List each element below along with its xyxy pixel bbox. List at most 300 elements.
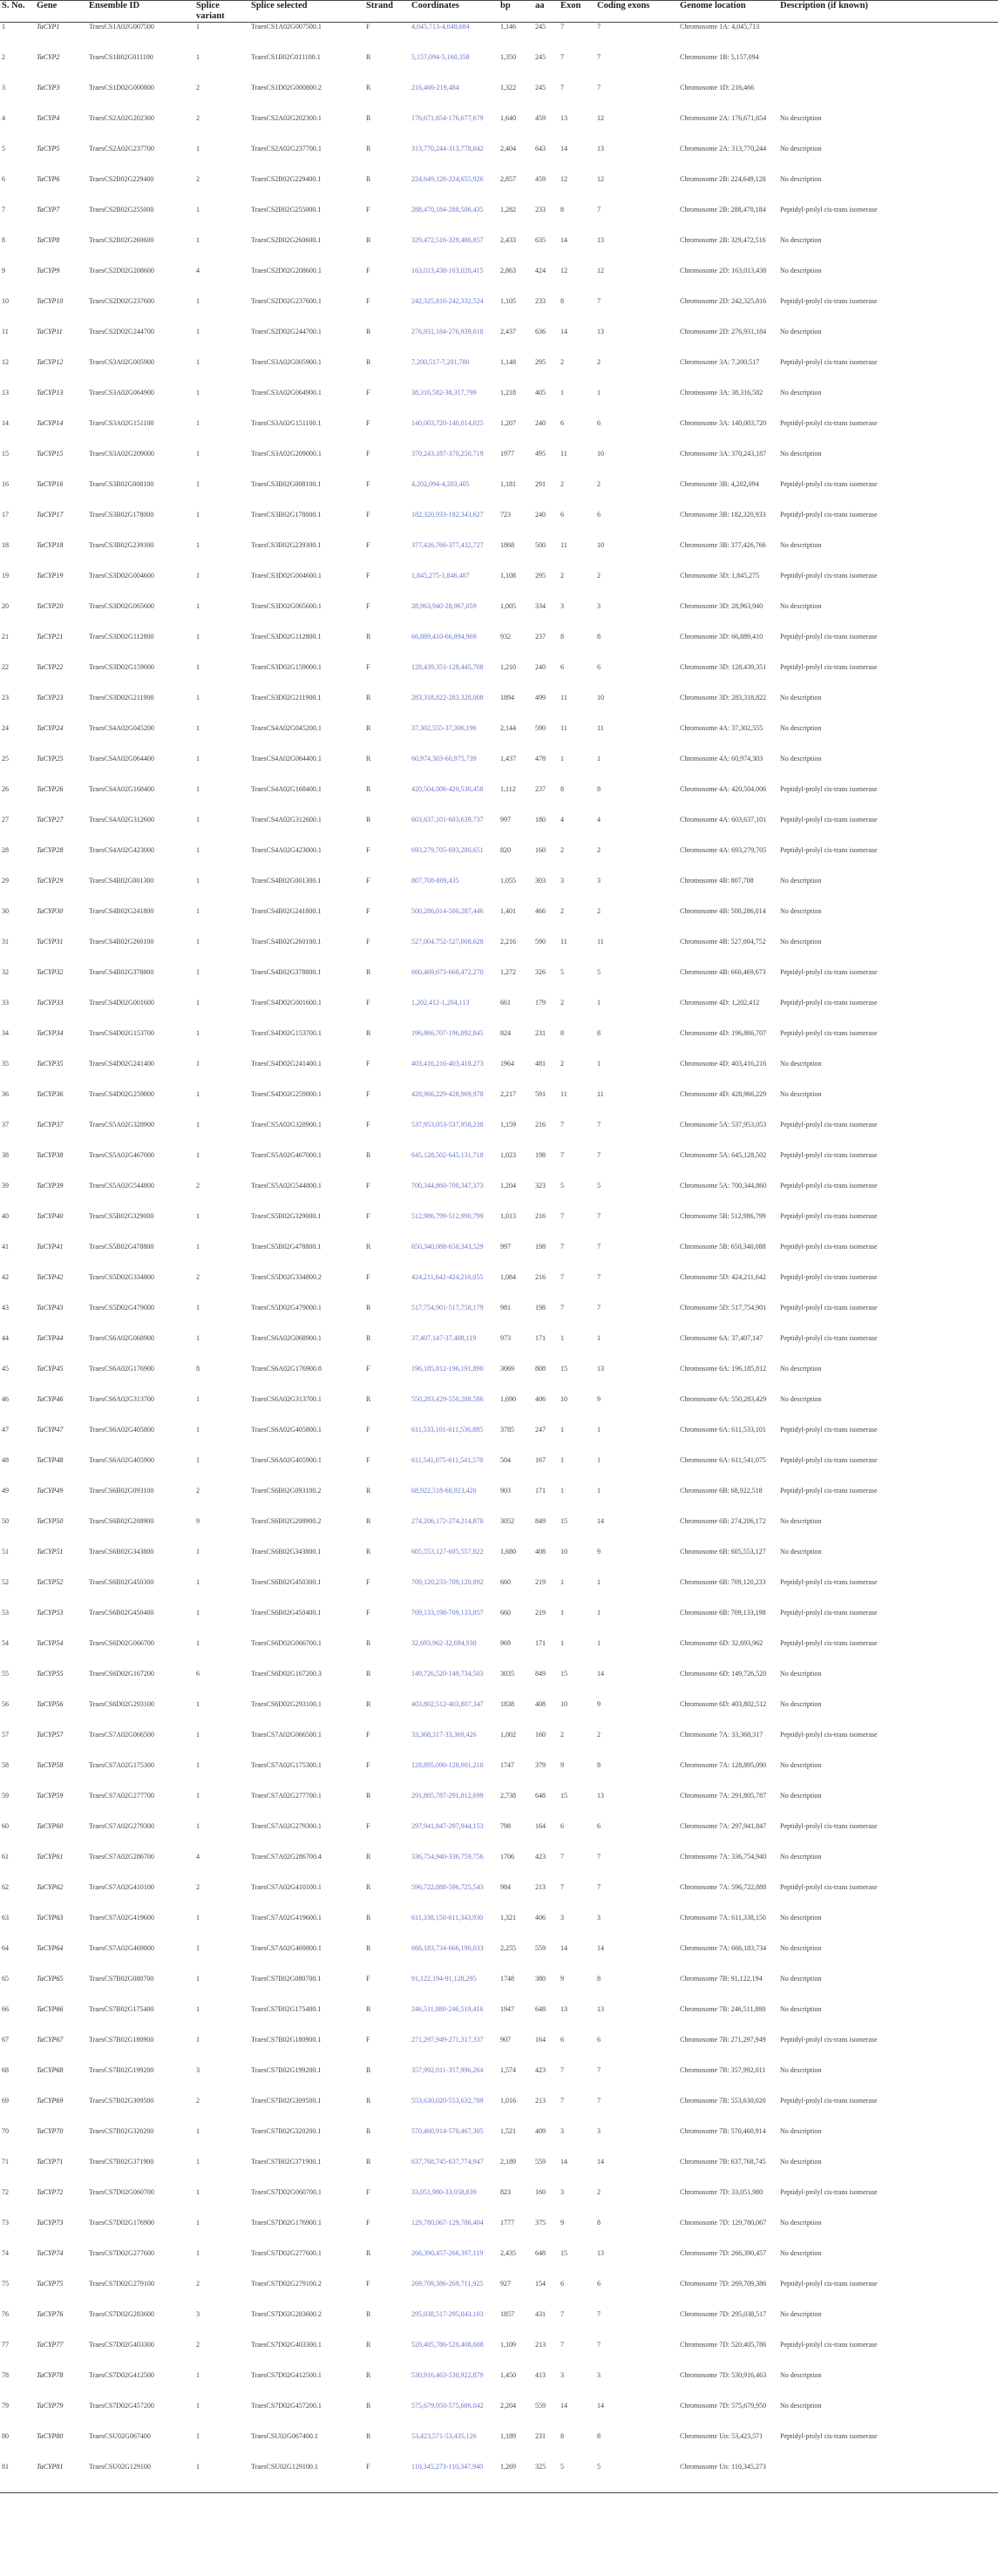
cell-strand: F bbox=[366, 388, 370, 397]
table-row bbox=[0, 1365, 998, 1395]
cell-ensemble-id: TraesCS4A02G312600 bbox=[89, 815, 154, 824]
cell-sno: 22 bbox=[2, 662, 9, 671]
cell-aa: 231 bbox=[535, 1028, 546, 1037]
cell-gene: TaCYP13 bbox=[37, 388, 64, 397]
cell-sno: 58 bbox=[2, 1760, 9, 1769]
cell-genome-location: Chromosome 7A: 33,368,317 bbox=[680, 1730, 764, 1739]
cell-description: Peptidyl-prolyl cis-trans isomerase bbox=[780, 1882, 878, 1891]
cell-aa: 408 bbox=[535, 1699, 546, 1708]
cell-ensemble-id: TraesCS5B02G478800 bbox=[89, 1242, 154, 1251]
cell-bp: 1,321 bbox=[500, 1913, 516, 1922]
cell-splice-variant: 2 bbox=[196, 1181, 200, 1190]
cell-aa: 559 bbox=[535, 2401, 546, 2410]
cell-bp: 1868 bbox=[500, 540, 514, 549]
cell-description: No description bbox=[780, 1059, 822, 1068]
cell-genome-location: Chromosome 5A: 700,344,860 bbox=[680, 1181, 767, 1190]
cell-ensemble-id: TraesCS5D02G479000 bbox=[89, 1303, 154, 1312]
table-row bbox=[0, 2036, 998, 2066]
cell-coordinates: 128,439,351-128,445,708 bbox=[411, 662, 484, 671]
cell-ensemble-id: TraesCS4B02G241800 bbox=[89, 906, 154, 915]
cell-genome-location: Chromosome 1A: 4,045,713 bbox=[680, 23, 760, 31]
cell-coordinates: 196,866,707-196,892,845 bbox=[411, 1028, 484, 1037]
cell-ensemble-id: TraesCS2D02G237600 bbox=[89, 296, 154, 305]
cell-gene: TaCYP32 bbox=[37, 967, 64, 976]
cell-coding-exons: 8 bbox=[597, 632, 601, 641]
cell-ensemble-id: TraesCS6B02G450300 bbox=[89, 1577, 154, 1586]
cell-coordinates: 288,470,184-288,506,435 bbox=[411, 205, 484, 214]
cell-coordinates: 91,122,194-91,128,295 bbox=[411, 1974, 477, 1983]
cell-aa: 559 bbox=[535, 2157, 546, 2166]
cell-splice-selected: TraesCS7B02G080700.1 bbox=[251, 1974, 322, 1983]
cell-sno: 61 bbox=[2, 1852, 9, 1861]
cell-exon: 7 bbox=[560, 1150, 564, 1159]
cell-splice-variant: 1 bbox=[196, 2218, 200, 2227]
cell-splice-selected: TraesCS6D02G167200.3 bbox=[251, 1669, 322, 1678]
cell-coordinates: 196,185,812-196,191,890 bbox=[411, 1364, 484, 1373]
header-description: Description (if known) bbox=[778, 1, 998, 23]
cell-coding-exons: 2 bbox=[597, 1730, 601, 1739]
cell-exon: 7 bbox=[560, 1211, 564, 1220]
cell-ensemble-id: TraesCS6D02G066700 bbox=[89, 1638, 154, 1647]
cell-exon: 15 bbox=[560, 1791, 567, 1800]
cell-ensemble-id: TraesCS7D02G403300 bbox=[89, 2340, 154, 2349]
cell-coding-exons: 3 bbox=[597, 601, 601, 610]
cell-bp: 2,189 bbox=[500, 2157, 516, 2166]
cell-ensemble-id: TraesCS1A02G007500 bbox=[89, 23, 154, 31]
cell-bp: 2,217 bbox=[500, 1089, 516, 1098]
cell-sno: 70 bbox=[2, 2126, 9, 2135]
cell-coordinates: 53,423,571-53,435,126 bbox=[411, 2431, 477, 2440]
cell-genome-location: Chromosome 5D: 424,211,642 bbox=[680, 1272, 766, 1281]
cell-genome-location: Chromosome 2D: 242,325,816 bbox=[680, 296, 767, 305]
cell-splice-variant: 1 bbox=[196, 1455, 200, 1464]
cell-genome-location: Chromosome 1D: 216,466 bbox=[680, 83, 755, 92]
cell-coordinates: 517,754,901-517,758,179 bbox=[411, 1303, 484, 1312]
cell-bp: 2,144 bbox=[500, 723, 516, 732]
header-aa: aa bbox=[533, 1, 559, 23]
cell-gene: TaCYP41 bbox=[37, 1242, 64, 1251]
cell-genome-location: Chromosome 5B: 512,986,799 bbox=[680, 1211, 766, 1220]
cell-splice-selected: TraesCS4D02G241400.1 bbox=[251, 1059, 322, 1068]
cell-gene: TaCYP18 bbox=[37, 540, 64, 549]
header-gene: Gene bbox=[35, 1, 87, 23]
cell-ensemble-id: TraesCS3B02G008100 bbox=[89, 479, 154, 488]
cell-coding-exons: 14 bbox=[597, 2157, 604, 2166]
cell-splice-selected: TraesCS7A02G469800.1 bbox=[251, 1943, 322, 1952]
cell-aa: 326 bbox=[535, 967, 546, 976]
cell-coordinates: 313,770,244-313,778,042 bbox=[411, 144, 484, 153]
cell-splice-selected: TraesCS6A02G405800.1 bbox=[251, 1425, 322, 1434]
cell-splice-variant: 1 bbox=[196, 723, 200, 732]
table-row bbox=[0, 877, 998, 907]
cell-sno: 20 bbox=[2, 601, 9, 610]
cell-strand: R bbox=[366, 2157, 371, 2166]
cell-coding-exons: 6 bbox=[597, 1821, 601, 1830]
cell-ensemble-id: TraesCS7B02G175400 bbox=[89, 2004, 154, 2013]
table-row bbox=[0, 1731, 998, 1761]
cell-splice-selected: TraesCS4B02G241800.1 bbox=[251, 906, 322, 915]
cell-strand: R bbox=[366, 632, 371, 641]
cell-ensemble-id: TraesCS5A02G328900 bbox=[89, 1120, 154, 1129]
cell-coding-exons: 12 bbox=[597, 113, 604, 122]
cell-gene: TaCYP25 bbox=[37, 754, 64, 763]
cell-sno: 66 bbox=[2, 2004, 9, 2013]
cell-coding-exons: 11 bbox=[597, 1089, 604, 1098]
table-row bbox=[0, 694, 998, 724]
cell-bp: 1748 bbox=[500, 1974, 514, 1983]
cell-sno: 51 bbox=[2, 1547, 9, 1556]
cell-gene: TaCYP71 bbox=[37, 2157, 64, 2166]
cell-sno: 56 bbox=[2, 1699, 9, 1708]
cell-coordinates: 611,338,150-611,343,930 bbox=[411, 1913, 484, 1922]
cell-genome-location: Chromosome 7D: 575,679,950 bbox=[680, 2401, 767, 2410]
cell-splice-selected: TraesCS7D02G457200.1 bbox=[251, 2401, 322, 2410]
cell-coordinates: 38,316,582-38,317,799 bbox=[411, 388, 477, 397]
cell-splice-variant: 1 bbox=[196, 1608, 200, 1617]
cell-sno: 25 bbox=[2, 754, 9, 763]
cell-gene: TaCYP6 bbox=[37, 174, 60, 183]
cell-aa: 591 bbox=[535, 1089, 546, 1098]
table-row bbox=[0, 53, 998, 84]
cell-bp: 1,450 bbox=[500, 2370, 516, 2379]
cell-coordinates: 295,038,517-295,043,103 bbox=[411, 2309, 484, 2318]
cell-genome-location: Chromosome 7D: 129,780,067 bbox=[680, 2218, 767, 2227]
cell-exon: 9 bbox=[560, 2218, 564, 2227]
cell-coordinates: 660,469,673-660,472,270 bbox=[411, 967, 484, 976]
cell-sno: 28 bbox=[2, 845, 9, 854]
cell-aa: 198 bbox=[535, 1150, 546, 1159]
cell-sno: 74 bbox=[2, 2248, 9, 2257]
cell-exon: 11 bbox=[560, 449, 567, 458]
cell-bp: 1777 bbox=[500, 2218, 514, 2227]
cell-exon: 3 bbox=[560, 601, 564, 610]
table-row bbox=[0, 1548, 998, 1578]
cell-splice-variant: 1 bbox=[196, 1791, 200, 1800]
cell-description bbox=[778, 53, 998, 84]
cell-genome-location: Chromosome 7D: 33,051,980 bbox=[680, 2187, 764, 2196]
cell-description: No description bbox=[780, 1852, 822, 1861]
cell-aa: 424 bbox=[535, 266, 546, 275]
cell-genome-location: Chromosome 2A: 313,770,244 bbox=[680, 144, 767, 153]
cell-splice-variant: 1 bbox=[196, 906, 200, 915]
cell-exon: 14 bbox=[560, 2157, 567, 2166]
cell-description: Peptidyl-prolyl cis-trans isomerase bbox=[780, 2035, 878, 2044]
cell-sno: 77 bbox=[2, 2340, 9, 2349]
cell-splice-variant: 8 bbox=[196, 1364, 200, 1373]
cell-splice-selected: TraesCS5B02G329000.1 bbox=[251, 1211, 322, 1220]
cell-bp: 2,738 bbox=[500, 1791, 516, 1800]
cell-genome-location: Chromosome 6B: 605,553,127 bbox=[680, 1547, 766, 1556]
cell-sno: 57 bbox=[2, 1730, 9, 1739]
cell-splice-selected: TraesCS3D02G065600.1 bbox=[251, 601, 322, 610]
cell-coding-exons: 3 bbox=[597, 876, 601, 885]
cell-ensemble-id: TraesCS2B02G229400 bbox=[89, 174, 154, 183]
cell-coding-exons: 14 bbox=[597, 1516, 604, 1525]
table-row bbox=[0, 2280, 998, 2310]
cell-splice-variant: 1 bbox=[196, 52, 200, 61]
cell-description: Peptidyl-prolyl cis-trans isomerase bbox=[780, 1333, 878, 1342]
cell-aa: 291 bbox=[535, 479, 546, 488]
cell-strand: R bbox=[366, 2096, 371, 2105]
cell-splice-variant: 1 bbox=[196, 327, 200, 336]
cell-gene: TaCYP19 bbox=[37, 571, 64, 580]
header-genome-location: Genome location bbox=[678, 1, 778, 23]
cell-ensemble-id: TraesCS3D02G112800 bbox=[89, 632, 154, 641]
cell-bp: 932 bbox=[500, 632, 511, 641]
cell-splice-variant: 1 bbox=[196, 571, 200, 580]
cell-coding-exons: 6 bbox=[597, 510, 601, 519]
cell-coding-exons: 1 bbox=[597, 1486, 601, 1495]
cell-coding-exons: 13 bbox=[597, 235, 604, 244]
cell-bp: 1747 bbox=[500, 1760, 514, 1769]
cell-coordinates: 709,120,233-709,120,892 bbox=[411, 1577, 484, 1586]
table-row bbox=[0, 175, 998, 206]
cell-exon: 1 bbox=[560, 1333, 564, 1342]
cell-sno: 60 bbox=[2, 1821, 9, 1830]
cell-sno: 29 bbox=[2, 876, 9, 885]
cell-description: No description bbox=[780, 1760, 822, 1769]
cell-exon: 11 bbox=[560, 723, 567, 732]
cell-gene: TaCYP14 bbox=[37, 418, 64, 427]
cell-exon: 13 bbox=[560, 2004, 567, 2013]
cell-description: Peptidyl-prolyl cis-trans isomerase bbox=[780, 1181, 878, 1190]
cell-splice-variant: 4 bbox=[196, 266, 200, 275]
cell-coordinates: 291,805,787-291,812,699 bbox=[411, 1791, 484, 1800]
cell-bp: 2,863 bbox=[500, 266, 516, 275]
cell-coordinates: 33,368,317-33,369,426 bbox=[411, 1730, 477, 1739]
cell-aa: 213 bbox=[535, 1882, 546, 1891]
table-row bbox=[0, 206, 998, 236]
cell-ensemble-id: TraesCS6D02G293100 bbox=[89, 1699, 154, 1708]
cell-genome-location: Chromosome 7A: 336,754,940 bbox=[680, 1852, 767, 1861]
cell-coordinates: 297,941,847-297,944,153 bbox=[411, 1821, 484, 1830]
cell-sno: 32 bbox=[2, 967, 9, 976]
cell-splice-variant: 1 bbox=[196, 632, 200, 641]
cell-coordinates: 377,426,766-377,432,727 bbox=[411, 540, 484, 549]
cell-splice-variant: 1 bbox=[196, 662, 200, 671]
cell-description: No description bbox=[780, 2004, 822, 2013]
cell-bp: 1,401 bbox=[500, 906, 516, 915]
cell-description: No description bbox=[780, 1791, 822, 1800]
cell-splice-selected: TraesCSU02G067400.1 bbox=[251, 2431, 318, 2440]
cell-genome-location: Chromosome 3D: 283,318,822 bbox=[680, 693, 767, 702]
cell-splice-selected: TraesCS7D02G283600.2 bbox=[251, 2309, 322, 2318]
cell-exon: 11 bbox=[560, 693, 567, 702]
cell-ensemble-id: TraesCS7B02G080700 bbox=[89, 1974, 154, 1983]
cell-sno: 76 bbox=[2, 2309, 9, 2318]
cell-aa: 466 bbox=[535, 906, 546, 915]
cell-aa: 160 bbox=[535, 2187, 546, 2196]
cell-genome-location: Chromosome 3B: 377,426,766 bbox=[680, 540, 766, 549]
cell-genome-location: Chromosome 7B: 637,768,745 bbox=[680, 2157, 766, 2166]
cell-coding-exons: 12 bbox=[597, 174, 604, 183]
cell-description: No description bbox=[780, 144, 822, 153]
cell-sno: 81 bbox=[0, 2463, 35, 2493]
cell-ensemble-id: TraesCS4B02G378800 bbox=[89, 967, 154, 976]
cell-aa: 240 bbox=[535, 510, 546, 519]
cell-sno: 3 bbox=[2, 83, 5, 92]
cell-ensemble-id: TraesCS6A02G068900 bbox=[89, 1333, 154, 1342]
cell-gene: TaCYP10 bbox=[37, 296, 64, 305]
cell-splice-selected: TraesCS5D02G334800.2 bbox=[251, 1272, 322, 1281]
cell-description: Peptidyl-prolyl cis-trans isomerase bbox=[780, 1608, 878, 1617]
cell-sno: 71 bbox=[2, 2157, 9, 2166]
cell-splice-variant: 1 bbox=[196, 1577, 200, 1586]
cell-sno: 33 bbox=[2, 998, 9, 1007]
cell-coordinates: 611,541,075-611,541,578 bbox=[411, 1455, 484, 1464]
cell-coordinates: 575,679,950-575,686,042 bbox=[411, 2401, 484, 2410]
cell-bp: 907 bbox=[500, 2035, 511, 2044]
cell-bp: 824 bbox=[500, 1028, 511, 1037]
cell-strand: F bbox=[364, 2463, 410, 2493]
table-row bbox=[0, 2158, 998, 2188]
cell-coding-exons: 7 bbox=[597, 1120, 601, 1129]
cell-genome-location: Chromosome 6B: 274,206,172 bbox=[680, 1516, 766, 1525]
cell-gene: TaCYP61 bbox=[37, 1852, 64, 1861]
cell-ensemble-id: TraesCS7D02G060700 bbox=[89, 2187, 154, 2196]
cell-strand: R bbox=[366, 235, 371, 244]
cell-splice-selected: TraesCS3D02G211900.1 bbox=[251, 693, 322, 702]
cell-description: Peptidyl-prolyl cis-trans isomerase bbox=[780, 296, 878, 305]
cell-splice-selected: TraesCS5A02G467000.1 bbox=[251, 1150, 322, 1159]
cell-gene: TaCYP65 bbox=[37, 1974, 64, 1983]
table-row bbox=[0, 2005, 998, 2036]
cell-exon: 14 bbox=[560, 1943, 567, 1952]
cell-splice-selected: TraesCS2D02G244700.1 bbox=[251, 327, 322, 336]
cell-exon: 15 bbox=[560, 1364, 567, 1373]
cell-aa: 499 bbox=[535, 693, 546, 702]
cell-coding-exons: 7 bbox=[597, 1242, 601, 1251]
cell-description: Peptidyl-prolyl cis-trans isomerase bbox=[780, 1028, 878, 1037]
cell-description: Peptidyl-prolyl cis-trans isomerase bbox=[780, 1272, 878, 1281]
table-row bbox=[0, 2371, 998, 2402]
cell-exon: 2 bbox=[560, 571, 564, 580]
cell-description: Peptidyl-prolyl cis-trans isomerase bbox=[780, 1211, 878, 1220]
cell-gene: TaCYP67 bbox=[37, 2035, 64, 2044]
cell-coordinates: 7,200,517-7,201,780 bbox=[411, 357, 470, 366]
cell-strand: R bbox=[366, 174, 371, 183]
cell-strand: R bbox=[366, 83, 371, 92]
cell-genome-location: Chromosome 4A: 37,302,555 bbox=[680, 723, 764, 732]
cell-ensemble-id: TraesCS7A02G410100 bbox=[89, 1882, 154, 1891]
cell-bp: 1,159 bbox=[500, 1120, 516, 1129]
cell-coding-exons: 1 bbox=[597, 1059, 601, 1068]
cell-ensemble-id: TraesCS7B02G320200 bbox=[89, 2126, 154, 2135]
cell-bp: 2,255 bbox=[500, 1943, 516, 1952]
cell-splice-selected: TraesCS2D02G237600.1 bbox=[251, 296, 322, 305]
cell-strand: F bbox=[366, 1181, 370, 1190]
cell-genome-location: Chromosome 5A: 645,128,502 bbox=[680, 1150, 767, 1159]
cell-genome-location: Chromosome 2B: 224,649,128 bbox=[680, 174, 766, 183]
cell-coordinates: 550,283,429-550,288,586 bbox=[411, 1394, 484, 1403]
cell-aa: 380 bbox=[535, 1974, 546, 1983]
cell-exon: 9 bbox=[560, 1760, 564, 1769]
cell-splice-variant: 2 bbox=[196, 2096, 200, 2105]
cell-splice-selected: TraesCS7A02G286700.4 bbox=[251, 1852, 322, 1861]
cell-exon: 3 bbox=[560, 2370, 564, 2379]
header-splice-variant: Splice variant bbox=[194, 1, 249, 23]
cell-exon: 6 bbox=[560, 1821, 564, 1830]
cell-aa: 648 bbox=[535, 1791, 546, 1800]
cell-coordinates: 182,320,933-182,343,627 bbox=[411, 510, 484, 519]
cell-coding-exons: 9 bbox=[597, 1394, 601, 1403]
cell-bp: 903 bbox=[500, 1486, 511, 1495]
cell-strand: R bbox=[366, 723, 371, 732]
cell-splice-selected: TraesCS4D02G001600.1 bbox=[251, 998, 322, 1007]
cell-ensemble-id: TraesCS3A02G064900 bbox=[89, 388, 154, 397]
cell-splice-variant: 1 bbox=[196, 845, 200, 854]
cell-bp: 798 bbox=[500, 1821, 511, 1830]
cell-coordinates: 370,243,187-370,250,719 bbox=[411, 449, 484, 458]
cell-exon: 14 bbox=[560, 2401, 567, 2410]
cell-splice-variant: 1 bbox=[196, 23, 200, 31]
cell-description: Peptidyl-prolyl cis-trans isomerase bbox=[780, 845, 878, 854]
cell-ensemble-id: TraesCS4B02G260100 bbox=[89, 937, 154, 946]
cell-gene: TaCYP46 bbox=[37, 1394, 64, 1403]
cell-description: Peptidyl-prolyl cis-trans isomerase bbox=[780, 2187, 878, 2196]
cell-coding-exons: 3 bbox=[597, 1913, 601, 1922]
cell-strand: F bbox=[366, 1577, 370, 1586]
cell-splice-variant: 2 bbox=[196, 1272, 200, 1281]
table-row bbox=[0, 1273, 998, 1304]
cell-coding-exons: 7 bbox=[597, 205, 601, 214]
cell-exon: 8 bbox=[560, 2431, 564, 2440]
cell-coding-exons: 8 bbox=[597, 1974, 601, 1983]
cell-aa: 459 bbox=[535, 113, 546, 122]
cell-genome-location: Chromosome 3D: 28,963,940 bbox=[680, 601, 764, 610]
cell-bp: 1,210 bbox=[500, 662, 516, 671]
cell-ensemble-id: TraesCS7D02G176900 bbox=[89, 2218, 154, 2227]
cell-sno: 14 bbox=[2, 418, 9, 427]
cell-description: No description bbox=[780, 2126, 822, 2135]
cell-gene: TaCYP42 bbox=[37, 1272, 64, 1281]
cell-splice-variant: 4 bbox=[196, 1852, 200, 1861]
cell-genome-location: Chromosome 7D: 530,916,463 bbox=[680, 2370, 767, 2379]
table-row bbox=[0, 236, 998, 267]
header-sno: S. No. bbox=[0, 1, 35, 23]
cell-description: Peptidyl-prolyl cis-trans isomerase bbox=[780, 1242, 878, 1251]
cell-coordinates: 403,416,216-403,418,273 bbox=[411, 1059, 484, 1068]
cell-exon: 14 bbox=[560, 144, 567, 153]
cell-gene: TaCYP47 bbox=[37, 1425, 64, 1434]
cell-coordinates: 596,722,888-596,725,543 bbox=[411, 1882, 484, 1891]
cell-description: Peptidyl-prolyl cis-trans isomerase bbox=[780, 357, 878, 366]
cell-genome-location: Chromosome 7A: 666,183,734 bbox=[680, 1943, 767, 1952]
cell-description: Peptidyl-prolyl cis-trans isomerase bbox=[780, 2431, 878, 2440]
cell-exon: 1 bbox=[560, 754, 564, 763]
cell-aa: 237 bbox=[535, 784, 546, 793]
cell-splice-variant: 2 bbox=[196, 2340, 200, 2349]
cell-strand: F bbox=[366, 449, 370, 458]
cell-bp: 1,084 bbox=[500, 1272, 516, 1281]
cell-coordinates: 276,931,184-276,939,618 bbox=[411, 327, 484, 336]
cell-bp: 3069 bbox=[500, 1364, 514, 1373]
cell-strand: R bbox=[366, 1028, 371, 1037]
cell-genome-location: Chromosome 6D: 32,693,962 bbox=[680, 1638, 764, 1647]
table-row bbox=[0, 755, 998, 785]
cell-coordinates: 420,504,006-420,530,458 bbox=[411, 784, 484, 793]
cell-gene: TaCYP45 bbox=[37, 1364, 64, 1373]
cell-genome-location: Chromosome 4B: 807,708 bbox=[680, 876, 754, 885]
cell-coding-exons: 13 bbox=[597, 327, 604, 336]
header-splice-selected: Splice selected bbox=[249, 1, 364, 23]
cell-splice-selected: TraesCS7D02G403300.1 bbox=[251, 2340, 322, 2349]
cell-strand: F bbox=[366, 2218, 370, 2227]
cell-exon: 5 bbox=[559, 2463, 595, 2493]
cell-sno: 75 bbox=[2, 2279, 9, 2288]
cell-exon: 7 bbox=[560, 2340, 564, 2349]
cell-strand: F bbox=[366, 571, 370, 580]
